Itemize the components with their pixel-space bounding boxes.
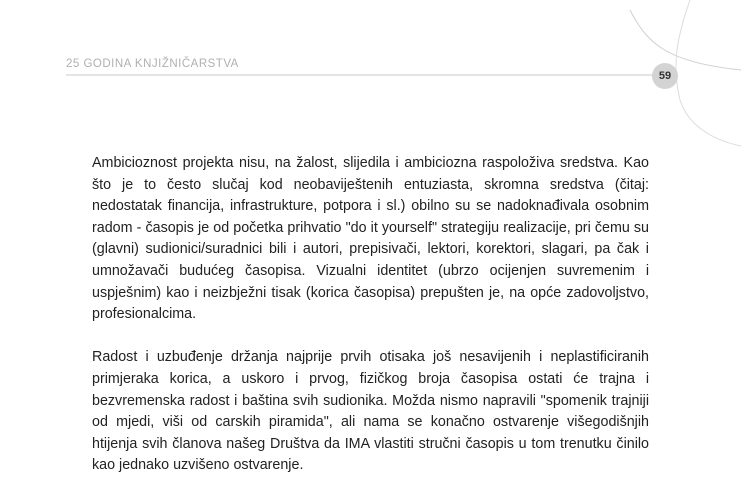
running-header-title: 25 GODINA KNJIŽNIČARSTVA (66, 58, 239, 70)
paragraph-1: Ambicioznost projekta nisu, na žalost, slijedila i ambiciozna raspoloživa sredstva. Kao što je to često slučaj kod neobaviještenih entuziasta, skromna sredstva (čitaj: nedostatak financija, infrastrukture, potpora i sl.) obilno su se nadoknađivala osobnim radom - časopis je od početka prihvatio "do it yourself" strategiju realizacije, pri čemu su (glavni) sudionici/suradnici bili i autori, prepisivači, lektori, korektori, slagari, pa čak i umnožavači budućeg časopisa. Vizualni identitet (ubrzo ocijenjen suvremenim i uspješnim) kao i neizbježni tisak (korica časopisa) prepušten je, na opće zadovoljstvo, profesionalcima. (92, 155, 649, 323)
decorative-arc-2 (676, 0, 741, 146)
body-text (92, 153, 649, 477)
paragraph-2: Radost i uzbuđenje držanja najprije prvih otisaka još nesavijenih i neplastificiranih primjeraka korica, a uskoro i prvog, fizičkog broja časopisa ostati će trajna i bezvremenska radost i baština svih sudionika. Možda nismo napravili "spomenik trajniji od mjedi, viši od carskih piramida", ali nama se konačno ostvarenje višegodišnjih htijenja svih članova našeg Društva da IMA vlastiti stručni časopis u tom trenutku činilo kao jednako uzvišeno ostvarenje. (92, 349, 649, 474)
decorative-arc (630, 10, 741, 70)
page-number-badge: 59 (652, 63, 678, 89)
